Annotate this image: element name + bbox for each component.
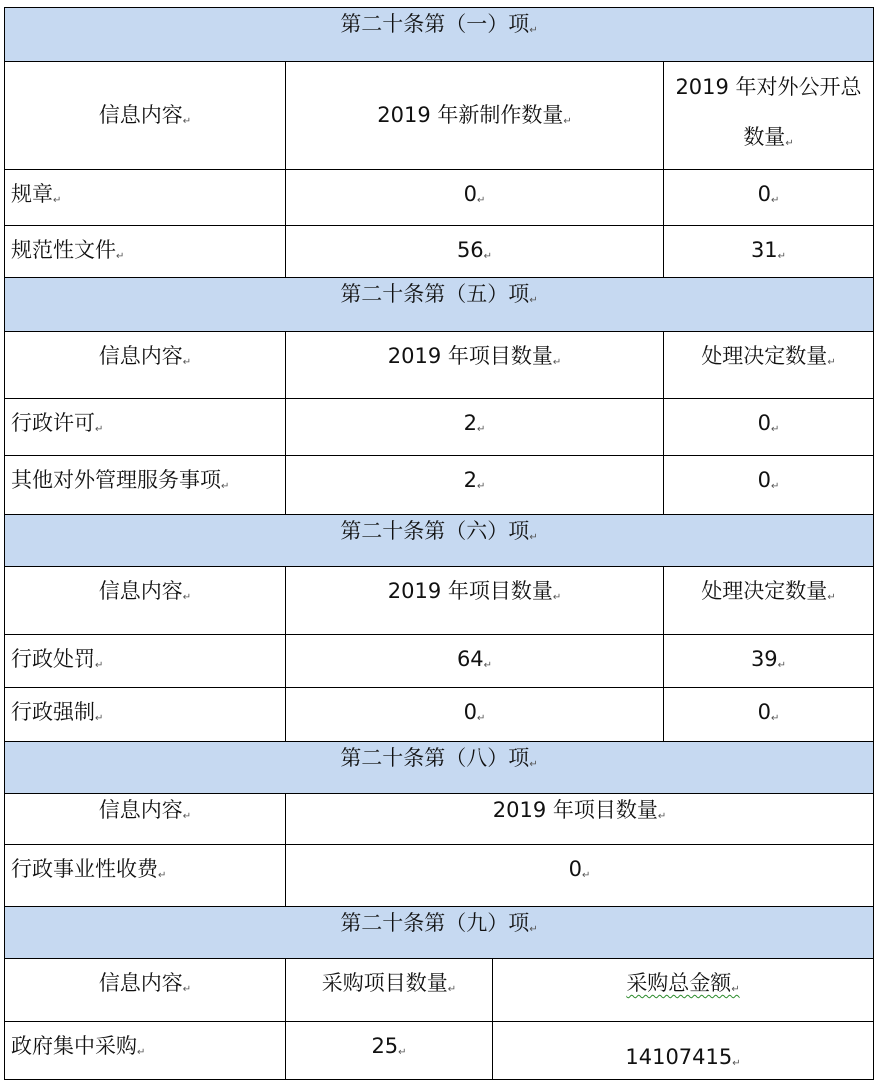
row-label: 行政许可 ↵ bbox=[11, 411, 103, 435]
cell-value: 64 ↵ bbox=[457, 647, 492, 671]
column-header: 2019 年新制作数量 ↵ bbox=[377, 103, 572, 127]
table-header-row bbox=[5, 62, 874, 170]
cell-value: 31 ↵ bbox=[751, 238, 786, 262]
cell-value: 0 ↵ bbox=[758, 182, 780, 206]
section-title: 第二十条第（一）项 ↵ bbox=[340, 12, 537, 36]
section-header bbox=[5, 278, 874, 332]
table-row bbox=[5, 399, 874, 456]
table-row bbox=[5, 635, 874, 688]
column-header: 采购总金额 ↵ bbox=[626, 971, 739, 995]
column-header: 2019 年对外公开总数量 ↵ bbox=[675, 75, 861, 149]
section-header bbox=[5, 907, 874, 959]
disclosure-table bbox=[4, 7, 874, 1080]
table-row bbox=[5, 1022, 874, 1080]
cell-value: 2 ↵ bbox=[464, 411, 486, 435]
table-header-row bbox=[5, 567, 874, 635]
section-title: 第二十条第（六）项 ↵ bbox=[340, 519, 537, 543]
row-label: 政府集中采购 ↵ bbox=[11, 1034, 145, 1058]
cell-value: 0 ↵ bbox=[464, 182, 486, 206]
cell-value: 56 ↵ bbox=[457, 238, 492, 262]
column-header: 2019 年项目数量 ↵ bbox=[388, 579, 562, 603]
column-header: 处理决定数量 ↵ bbox=[701, 344, 835, 368]
section-header bbox=[5, 515, 874, 567]
table-row bbox=[5, 845, 874, 907]
cell-value: 25 ↵ bbox=[371, 1034, 406, 1058]
table-header-row bbox=[5, 794, 874, 845]
cell-value: 0 ↵ bbox=[758, 411, 780, 435]
table-header-row bbox=[5, 959, 874, 1022]
cell-value: 39 ↵ bbox=[751, 647, 786, 671]
column-header: 信息内容 ↵ bbox=[99, 103, 191, 127]
table-row bbox=[5, 688, 874, 742]
section-header bbox=[5, 742, 874, 794]
column-header: 处理决定数量 ↵ bbox=[701, 579, 835, 603]
section-title: 第二十条第（九）项 ↵ bbox=[340, 911, 537, 935]
row-label: 行政事业性收费 ↵ bbox=[11, 857, 166, 881]
row-label: 规范性文件 ↵ bbox=[11, 238, 124, 262]
section-title: 第二十条第（八）项 ↵ bbox=[340, 746, 537, 770]
cell-value: 14107415 ↵ bbox=[625, 1045, 740, 1069]
table-row bbox=[5, 170, 874, 226]
column-header: 2019 年项目数量 ↵ bbox=[493, 798, 667, 822]
column-header: 信息内容 ↵ bbox=[99, 971, 191, 995]
column-header: 信息内容 ↵ bbox=[99, 579, 191, 603]
row-label: 规章 ↵ bbox=[11, 182, 61, 206]
row-label: 行政强制 ↵ bbox=[11, 700, 103, 724]
row-label: 其他对外管理服务事项 ↵ bbox=[11, 468, 229, 492]
section-title: 第二十条第（五）项 ↵ bbox=[340, 282, 537, 306]
cell-value: 0 ↵ bbox=[758, 700, 780, 724]
cell-value: 0 ↵ bbox=[758, 468, 780, 492]
table-header-row bbox=[5, 332, 874, 399]
column-header: 2019 年项目数量 ↵ bbox=[388, 344, 562, 368]
table-row bbox=[5, 456, 874, 515]
column-header: 信息内容 ↵ bbox=[99, 344, 191, 368]
column-header: 采购项目数量 ↵ bbox=[322, 971, 456, 995]
cell-value: 0 ↵ bbox=[464, 700, 486, 724]
section-header bbox=[5, 8, 874, 62]
cell-value: 2 ↵ bbox=[464, 468, 486, 492]
column-header: 信息内容 ↵ bbox=[99, 798, 191, 822]
table-row bbox=[5, 226, 874, 278]
row-label: 行政处罚 ↵ bbox=[11, 647, 103, 671]
cell-value: 0 ↵ bbox=[569, 857, 591, 881]
